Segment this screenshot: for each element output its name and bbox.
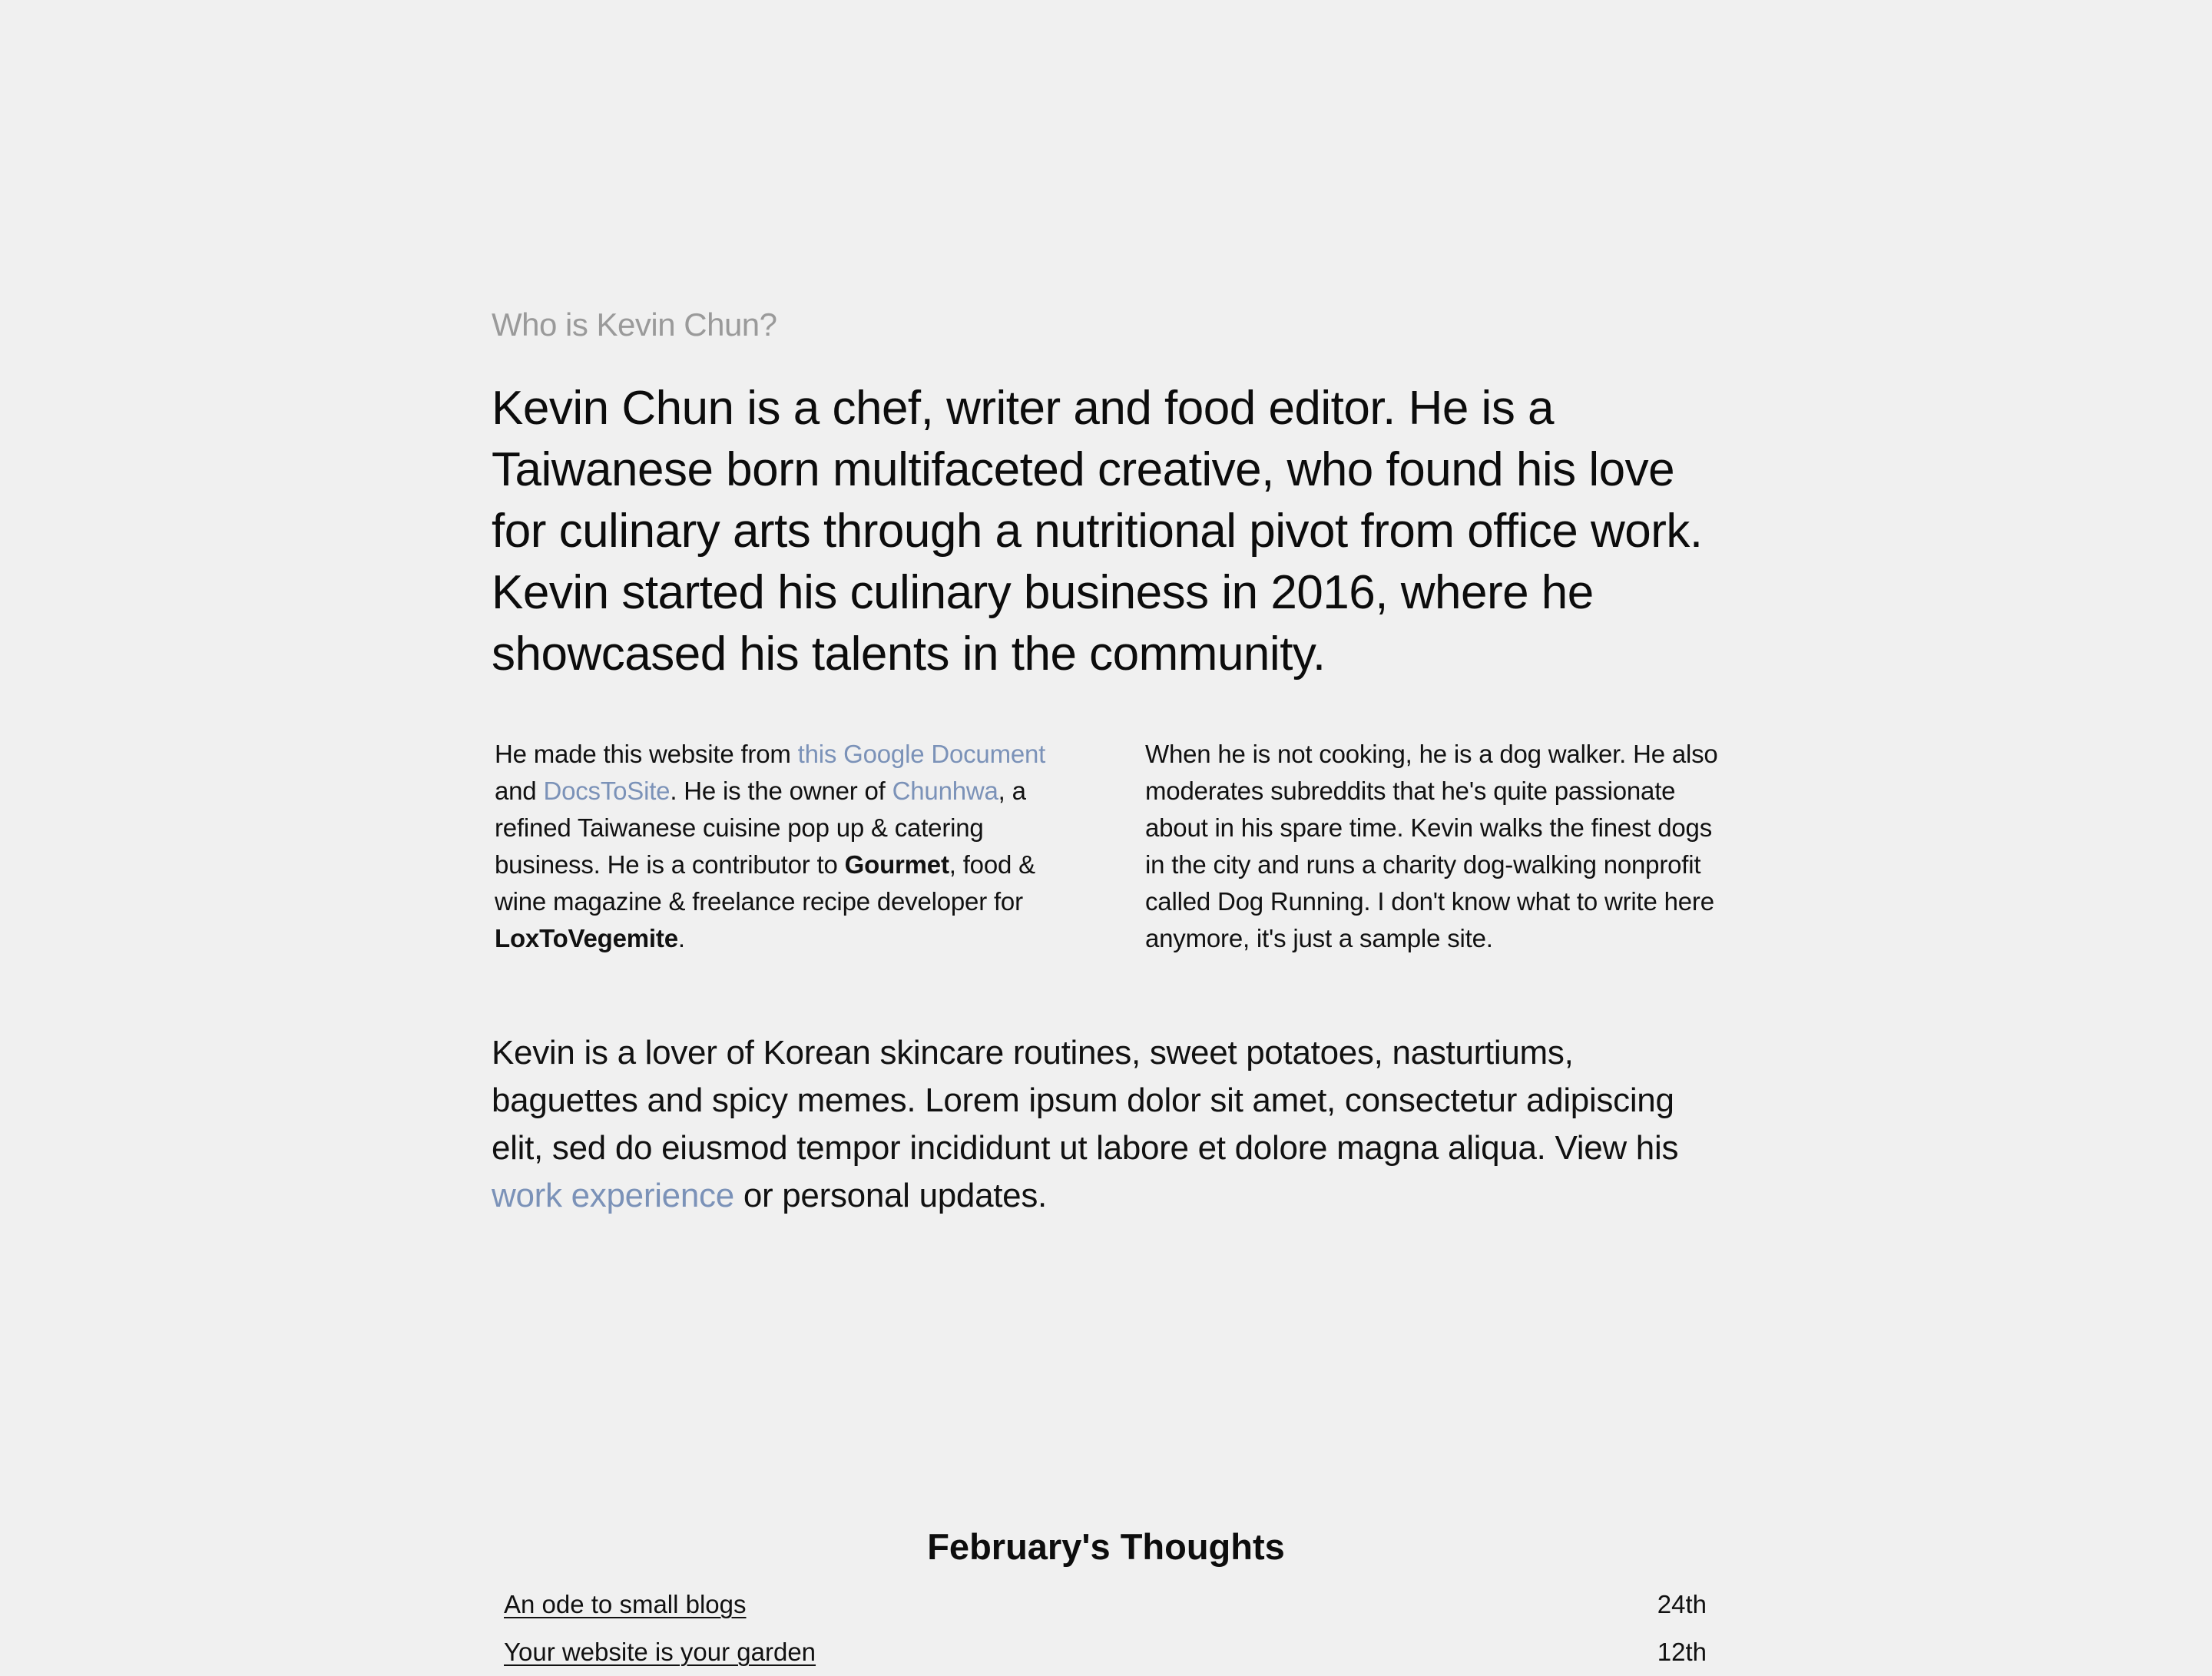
intro-heading: Kevin Chun is a chef, writer and food editor. He is a Taiwanese born multifaceted creative, who found his love for culinary arts through a nutritional pivot from office work. Kevin started his culinary business in 2016, where he showcased his talents in the community.: [492, 382, 1703, 681]
about-section: [492, 298, 1720, 1220]
bio-left-text-5: , food & wine magazine & freelance recipe developer for: [495, 850, 1035, 916]
thoughts-section: [492, 1513, 1720, 1676]
bio-left-text-4: , a refined Taiwanese cuisine pop up & catering business. He is a contributor to: [495, 777, 1026, 879]
bio-left-text-6: .: [677, 924, 685, 952]
bio-left-paragraph: [495, 736, 1070, 957]
bio-columns: [492, 736, 1720, 957]
loxtovegemite-bold: LoxToVegemite: [495, 924, 678, 952]
thought-link[interactable]: An ode to small blogs: [504, 1590, 747, 1618]
bio-right-paragraph: When he is not cooking, he is a dog walker. He also moderates subreddits that he's quite passionate about in his spare time. Kevin walks the finest dogs in the city and runs a charity dog-walking nonprofit called Dog Running. I don't know what to write here anymore, it's just a sample site.: [1145, 740, 1718, 952]
outro-text-2: or personal updates.: [733, 1177, 1047, 1214]
thought-row: [492, 1581, 1720, 1628]
chunhwa-link[interactable]: Chunhwa: [892, 777, 998, 805]
bio-right-column: [1145, 736, 1720, 957]
bio-left-column: [495, 736, 1070, 957]
google-document-link[interactable]: this Google Document: [797, 740, 1046, 768]
outro-section: [492, 1029, 1720, 1220]
thought-link[interactable]: Your website is your garden: [504, 1638, 816, 1666]
gourmet-bold: Gourmet: [844, 850, 949, 879]
outro-paragraph: [492, 1029, 1720, 1220]
thought-date: 24th: [1657, 1590, 1707, 1618]
section-kicker: Who is Kevin Chun?: [492, 306, 777, 343]
bio-left-text-3: . He is the owner of: [670, 777, 892, 805]
thought-row: [492, 1628, 1720, 1676]
bio-left-text-2: and: [495, 777, 544, 805]
thoughts-title: February's Thoughts: [927, 1526, 1285, 1567]
outro-text-1: Kevin is a lover of Korean skincare routines, sweet potatoes, nasturtiums, baguettes and spicy memes. Lorem ipsum dolor sit amet, consectetur adipiscing elit, sed do eiusmod tempor incididunt ut labore et dolore magna aliqua. View his: [492, 1034, 1679, 1167]
thought-date: 12th: [1657, 1638, 1707, 1666]
bio-left-text-1: He made this website from: [495, 740, 798, 768]
work-experience-link[interactable]: work experience: [492, 1177, 734, 1214]
docstosite-link[interactable]: DocsToSite: [543, 777, 671, 805]
